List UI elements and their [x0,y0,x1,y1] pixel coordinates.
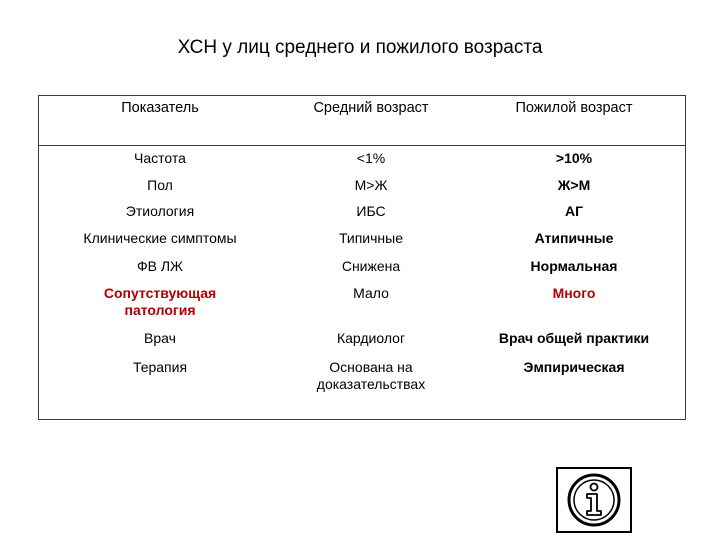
page-title: ХСН у лиц среднего и пожилого возраста [177,37,543,58]
info-button[interactable] [556,467,632,533]
row-label-sex: Пол [147,177,173,193]
row-label-comorbidity: Сопутствующая патология [103,285,217,318]
row-mid-therapy: Основана на доказательствах [316,359,426,392]
row-mid-sex: М>Ж [354,177,388,193]
comparison-table [38,95,686,420]
row-old-therapy: Эмпирическая [523,359,625,375]
table-header-row [39,96,685,146]
row-mid-etiology: ИБС [356,203,386,219]
row-label-etiology: Этиология [125,203,195,219]
row-mid-frequency: <1% [356,150,386,166]
row-label-physician: Врач [144,330,176,346]
header-middle-age: Средний возраст [313,100,429,116]
row-old-sex: Ж>М [557,177,591,193]
header-indicator: Показатель [121,100,199,116]
header-elderly: Пожилой возраст [515,100,633,116]
row-old-ejection-fraction: Нормальная [530,258,618,274]
row-label-symptoms: Клинические симптомы [83,230,237,246]
info-icon [558,469,630,531]
row-old-physician: Врач общей практики [498,330,650,346]
row-label-therapy: Терапия [132,359,188,375]
row-old-comorbidity: Много [552,285,596,301]
row-mid-comorbidity: Мало [353,285,389,301]
row-mid-symptoms: Типичные [338,230,404,246]
row-old-symptoms: Атипичные [534,230,614,246]
row-mid-ejection-fraction: Снижена [341,258,401,274]
row-label-frequency: Частота [134,150,186,166]
row-mid-physician: Кардиолог [336,330,406,346]
row-old-frequency: >10% [555,150,593,166]
row-old-etiology: АГ [564,203,584,219]
row-label-ejection-fraction: ФВ ЛЖ [137,258,183,274]
